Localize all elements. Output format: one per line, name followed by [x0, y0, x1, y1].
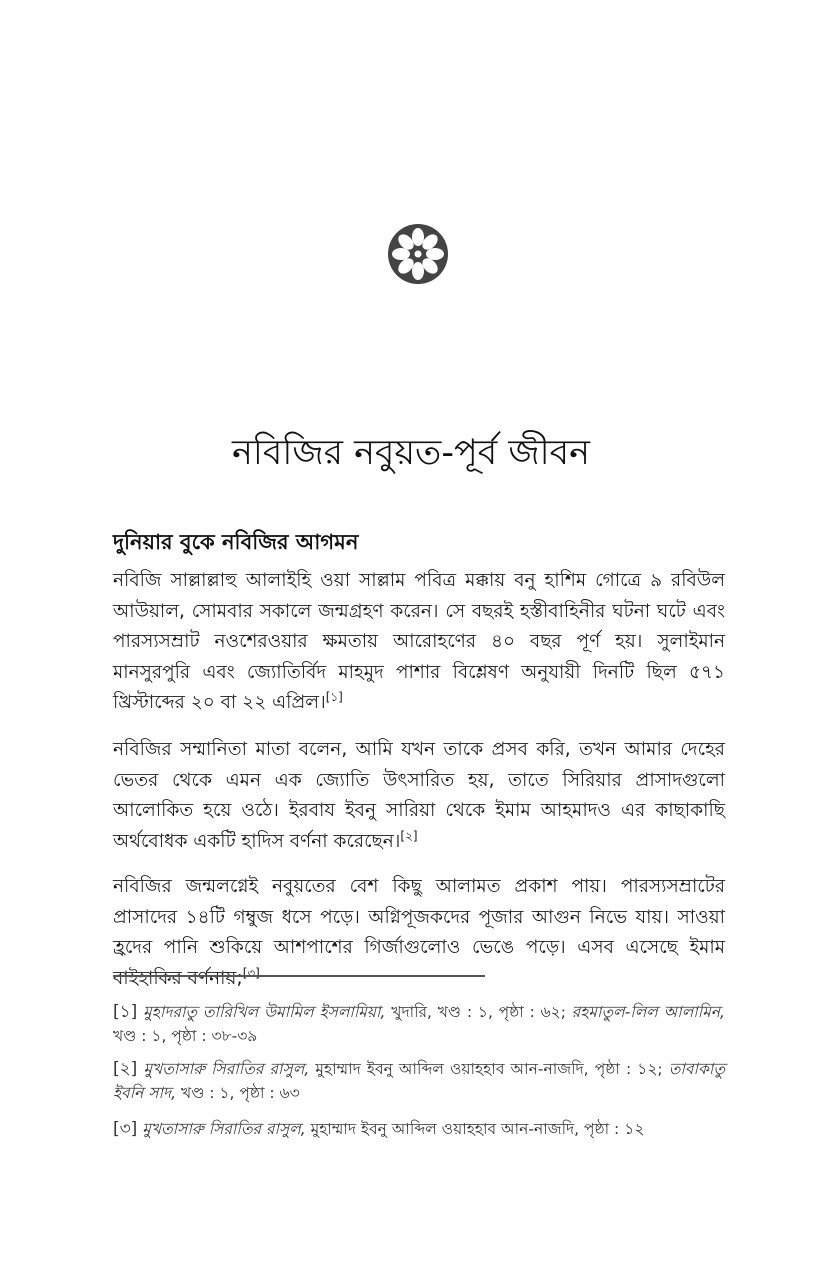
- footnote: [113, 1000, 725, 1048]
- footnote-source-title: মুহাদরাতু তারিখিল উমামিল ইসলামিয়া,: [143, 1003, 386, 1021]
- section-heading: দুনিয়ার বুকে নবিজির আগমন: [113, 530, 359, 554]
- footnote-text: খণ্ড : ১, পৃষ্ঠা : ৬৩: [176, 1084, 300, 1102]
- footnote-source-title: রহমাতুল-লিল আলামিন,: [571, 1003, 725, 1021]
- footnote-text: খুদারি, খণ্ড : ১, পৃষ্ঠা : ৬২;: [385, 1003, 572, 1021]
- paragraph-text: নবিজি সাল্লাল্লাহু আলাইহি ওয়া সাল্লাম পবিত্র মক্কায় বনু হাশিম গোত্রে ৯ রবিউল আউয়াল, সোমবার সকালে জন্মগ্রহণ করেন। সে বছরই হস্তীবাহিনীর ঘটনা ঘটে এবং পারস্যসম্রাট নওশেরওয়ার ক্ষমতায় আরোহণের ৪০ বছর পূর্ণ হয়। সুলাইমান মানসুরপুরি এবং জ্যোতির্বিদ মাহমুদ পাশার বিশ্লেষণ অনুযায়ী দিনটি ছিল ৫৭১ খ্রিস্টাব্দের ২০ বা ২২ এপ্রিল।: [113, 570, 725, 713]
- footnote-text: মুহাম্মাদ ইবনু আব্দিল ওয়াহহাব আন-নাজদি, পৃষ্ঠা : ১২;: [309, 1060, 669, 1078]
- footnote-reference: [১]: [325, 689, 343, 704]
- chapter-title: নবিজির নবুয়ত-পূর্ব জীবন: [231, 433, 591, 473]
- footnote-number: [১]: [113, 1002, 138, 1022]
- body-paragraph: [113, 566, 725, 719]
- footnote-text: মুহাম্মাদ ইবনু আব্দিল ওয়াহহাব আন-নাজদি, পৃষ্ঠা : ১২: [305, 1120, 645, 1138]
- paragraph-text: নবিজির সম্মানিতা মাতা বলেন, আমি যখন তাকে প্রসব করি, তখন আমার দেহের ভেতর থেকে এমন এক জ্যোতি উৎসারিত হয়, তাতে সিরিয়ার প্রাসাদগুলো আলোকিত হয়ে ওঠে। ইরবায ইবনু সারিয়া থেকে ইমাম আহমাদও এর কাছাকাছি অর্থবোধক একটি হাদিস বর্ণনা করেছেন।: [113, 739, 725, 852]
- footnote: [113, 1117, 725, 1141]
- footnote: [113, 1057, 725, 1105]
- footnote-number: [২]: [113, 1059, 138, 1079]
- body-paragraph: [113, 735, 725, 857]
- paragraph-text: নবিজির জন্মলগ্নেই নবুয়তের বেশ কিছু আলামত প্রকাশ পায়। পারস্যসম্রাটের প্রাসাদের ১৪টি গম্বুজ ধসে পড়ে। অগ্নিপূজকদের পূজার আগুন নিভে যায়। সাওয়া হ্রদের পানি শুকিয়ে আশপাশের গির্জাগুলোও ভেঙে পড়ে। এসব এসেছে ইমাম বাইহাকির বর্ণনায়;: [113, 876, 725, 989]
- footnote-divider: [113, 975, 485, 977]
- footnote-source-title: মুখতাসারু সিরাতির রাসুল,: [143, 1060, 310, 1078]
- footnote-number: [৩]: [113, 1119, 138, 1139]
- footnote-reference: [৩]: [242, 965, 260, 980]
- footnote-text: খণ্ড : ১, পৃষ্ঠা : ৩৮-৩৯: [113, 1027, 258, 1045]
- footnote-reference: [২]: [400, 828, 418, 843]
- flower-ornament-icon: [387, 223, 449, 285]
- footnote-source-title: মুখতাসারু সিরাতির রাসুল,: [142, 1120, 306, 1138]
- footnote-source-title: তাবাকাতু ইবনি সাদ,: [113, 1060, 725, 1102]
